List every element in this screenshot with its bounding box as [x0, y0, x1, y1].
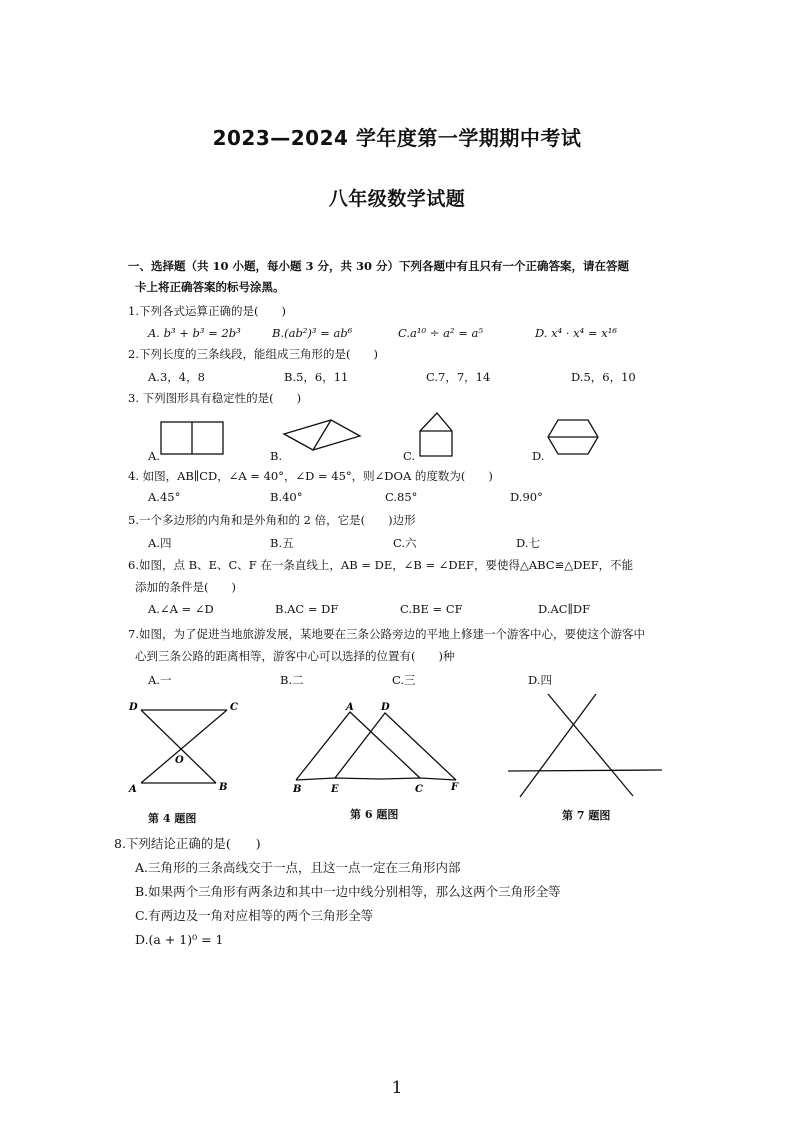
- q2-option-b: B.5，6，11: [284, 370, 349, 384]
- fig7-road-horizontal: [508, 770, 662, 771]
- q1-option-c: C.a¹⁰ ÷ a² = a⁵: [398, 326, 483, 340]
- fig4-label-a: A: [129, 784, 137, 795]
- q2-stem: 2.下列长度的三条线段，能组成三角形的是( ): [128, 347, 378, 361]
- q3-option-b: B.: [270, 449, 283, 463]
- exam-title: 2023—2024 学年度第一学期期中考试: [212, 126, 582, 150]
- fig4-label-b: B: [219, 782, 228, 793]
- q6-option-a: A.∠A = ∠D: [148, 602, 214, 616]
- fig6-triangle-def: [335, 713, 456, 780]
- q7-stem-line1: 7.如图，为了促进当地旅游发展，某地要在三条公路旁边的平地上修建一个游客中心，要使这个游客中: [128, 627, 645, 641]
- fig6-label-a: A: [346, 702, 354, 713]
- q2-option-a: A.3，4，8: [148, 370, 205, 384]
- fig4-line-db: [141, 710, 216, 783]
- q1-stem: 1.下列各式运算正确的是( ): [128, 304, 286, 318]
- fig6-baseline: [296, 778, 456, 780]
- figure-4: [141, 710, 227, 783]
- fig4-line-ca: [141, 710, 227, 783]
- figure-7: [508, 694, 662, 797]
- q3-option-a: A.: [148, 449, 160, 463]
- q5-option-a: A.四: [148, 536, 172, 550]
- fig6-triangle-abc: [296, 712, 420, 780]
- q5-option-b: B.五: [270, 536, 294, 550]
- q2-option-c: C.7，7，14: [426, 370, 491, 384]
- q5-option-c: C.六: [393, 536, 417, 550]
- q4-option-a: A.45°: [148, 490, 181, 504]
- q4-stem: 4. 如图，AB∥CD，∠A = 40°，∠D = 45°，则∠DOA 的度数为( ): [128, 469, 493, 483]
- q4-option-b: B.40°: [270, 490, 303, 504]
- q5-option-d: D.七: [516, 536, 540, 550]
- fig6-caption: 第 6 题图: [350, 808, 399, 821]
- q1-option-a: A. b³ + b³ = 2b³: [148, 326, 241, 340]
- q3-option-d: D.: [532, 449, 545, 463]
- fig4-caption: 第 4 题图: [148, 812, 197, 825]
- fig4-label-c: C: [230, 702, 238, 713]
- fig6-label-e: E: [331, 784, 339, 795]
- fig7-road-ascending: [520, 694, 596, 797]
- section-heading-line2: 卡上将正确答案的标号涂黑。: [135, 280, 285, 294]
- fig4-label-o: O: [175, 755, 184, 766]
- exam-subtitle: 八年级数学试题: [328, 188, 466, 210]
- q1-option-b: B.(ab²)³ = ab⁶: [272, 326, 353, 340]
- q3-option-c: C.: [403, 449, 416, 463]
- section-heading-line1: 一、选择题（共 10 小题，每小题 3 分，共 30 分）下列各题中有且只有一个正确答案，请在答题: [128, 259, 630, 273]
- q8-option-c: C.有两边及一角对应相等的两个三角形全等: [135, 908, 374, 923]
- q1-option-d: D. x⁴ · x⁴ = x¹⁶: [535, 326, 617, 340]
- q7-option-c: C.三: [392, 673, 416, 687]
- q7-option-d: D.四: [528, 673, 552, 687]
- fig7-road-descending: [548, 694, 633, 796]
- q2-option-d: D.5，6，10: [571, 370, 636, 384]
- q5-stem: 5.一个多边形的内角和是外角和的 2 倍，它是( )边形: [128, 513, 416, 527]
- fig6-label-f: F: [451, 782, 459, 793]
- q4-option-c: C.85°: [385, 490, 418, 504]
- q7-option-a: A.一: [148, 673, 172, 687]
- q6-stem-line2: 添加的条件是( ): [135, 580, 236, 594]
- figure-6: [296, 712, 456, 780]
- q6-option-d: D.AC∥DF: [538, 602, 591, 616]
- q3-stem: 3. 下列图形具有稳定性的是( ): [128, 391, 302, 405]
- q6-stem-line1: 6.如图，点 B、E、C、F 在一条直线上，AB = DE，∠B = ∠DEF，要使得△ABC≌△DEF，不能: [128, 558, 634, 572]
- fig4-label-d: D: [129, 702, 138, 713]
- q8-option-b: B.如果两个三角形有两条边和其中一边中线分别相等，那么这两个三角形全等: [135, 884, 561, 899]
- q7-option-b: B.二: [280, 673, 304, 687]
- q4-option-d: D.90°: [510, 490, 543, 504]
- fig6-label-b: B: [293, 784, 302, 795]
- fig7-caption: 第 7 题图: [562, 809, 611, 822]
- q8-option-d: D.(a + 1)⁰ = 1: [135, 932, 224, 947]
- q6-option-b: B.AC = DF: [275, 602, 339, 616]
- q6-option-c: C.BE = CF: [400, 602, 463, 616]
- q8-option-a: A.三角形的三条高线交于一点，且这一点一定在三角形内部: [135, 860, 461, 875]
- q8-stem: 8.下列结论正确的是( ): [114, 836, 261, 851]
- page-number: 1: [391, 1078, 403, 1098]
- fig6-label-c: C: [415, 784, 423, 795]
- fig6-label-d: D: [381, 702, 390, 713]
- q7-stem-line2: 心到三条公路的距离相等，游客中心可以选择的位置有( )种: [135, 649, 455, 663]
